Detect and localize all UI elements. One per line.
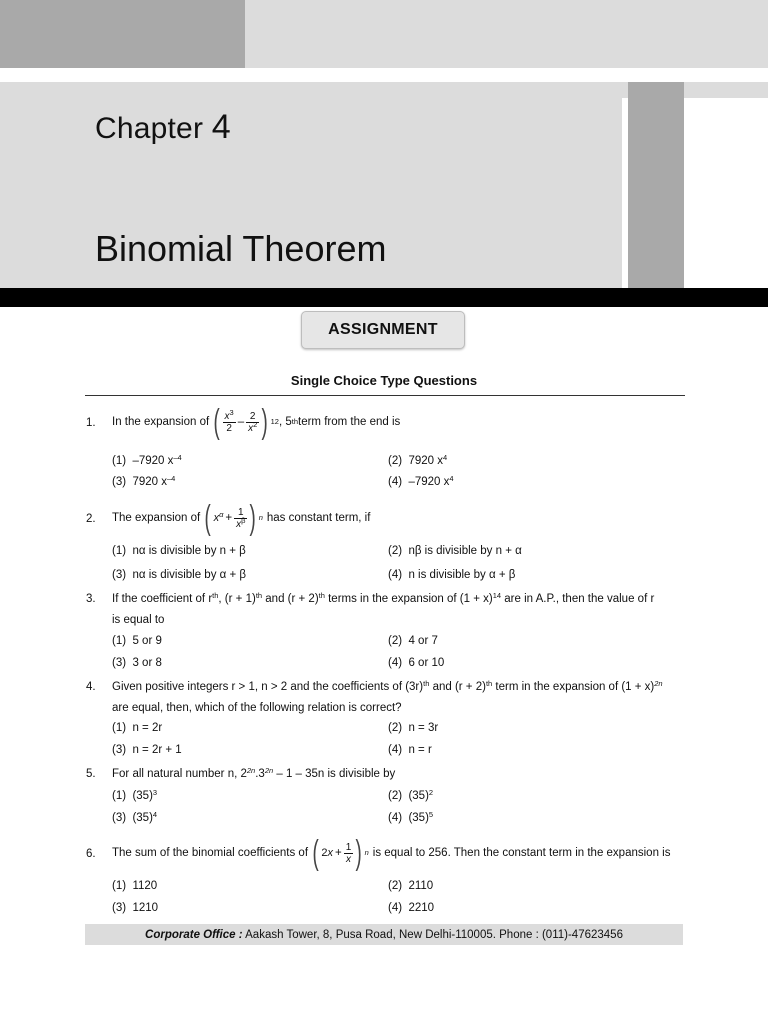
- option[interactable]: [112, 455, 182, 467]
- option-text: n is divisible by α + β: [408, 569, 516, 581]
- option-text: n = 2r + 1: [132, 744, 182, 756]
- option-text: n = 2r: [132, 722, 163, 734]
- chapter-number: 4: [211, 108, 231, 146]
- question-6-expression: ( 2x + $\frac{1}{x}$ ) n: [312, 834, 369, 872]
- option-number: (2): [388, 635, 403, 647]
- option-text: 1120: [132, 880, 158, 892]
- option-number: (2): [388, 722, 403, 734]
- chapter-word: Chapter: [95, 112, 204, 145]
- option-number: (2): [388, 455, 403, 467]
- footer-bar: [85, 924, 683, 945]
- option-sup: 2: [428, 788, 434, 797]
- question-5-text: For all natural number n, $2^{2n}.3^{2n} - 1 - 35n$ is divisible by: [112, 766, 396, 780]
- question-1-text-before: In the expansion of: [112, 416, 210, 428]
- header-black-bar: [0, 288, 768, 307]
- header-right-top-block: [684, 82, 768, 98]
- option-text: 4 or 7: [408, 635, 438, 647]
- question-6-text-after: is equal to 256. Then the constant term in the expansion is: [372, 847, 671, 859]
- question-3-line-1: If the coefficient of $r^{th}$, $(r + 1)^{th}$ and $(r + 2)^{th}$ terms in the expansion of $(1 + x)^{14}$ are in A.P., then the value of r: [112, 591, 655, 605]
- option-number: (4): [388, 812, 403, 824]
- option[interactable]: [388, 545, 522, 557]
- option[interactable]: [112, 722, 162, 734]
- question-6-text: [112, 833, 670, 873]
- option[interactable]: [388, 744, 432, 756]
- question-number: 6.: [86, 848, 96, 860]
- option-sup: 3: [152, 788, 158, 797]
- option-text: 3 or 8: [132, 657, 162, 669]
- assignment-badge: ASSIGNMENT: [301, 311, 465, 349]
- question-6-text-before: The sum of the binomial coefficients of: [112, 847, 309, 859]
- option-number: (3): [112, 744, 127, 756]
- option-number: (1): [112, 545, 127, 557]
- q4-part: Given positive integers r > 1, n > 2 and the coefficients of (3r): [112, 681, 424, 693]
- question-3-line-2: is equal to: [112, 614, 165, 626]
- option-sup: –4: [166, 474, 176, 483]
- option-sup: 4: [442, 453, 448, 462]
- header-top-dark-block: [0, 0, 245, 68]
- option-number: (4): [388, 744, 403, 756]
- option[interactable]: [388, 476, 454, 488]
- q5-part: – 1 – 35n is divisible by: [273, 768, 396, 780]
- option[interactable]: [388, 569, 515, 581]
- option-number: (3): [112, 569, 127, 581]
- question-1-text: In the expansion of ( $\frac{x^3}{2}$ – $\frac{2}{x^2}$ ) 12 , 5 th term from the end is: [112, 403, 401, 441]
- option[interactable]: [112, 790, 157, 802]
- q3-part: terms in the expansion of (1 + x): [324, 593, 493, 605]
- chapter-title: Binomial Theorem: [95, 228, 387, 269]
- option-number: (4): [388, 902, 403, 914]
- header-white-strip: [622, 98, 628, 288]
- option-text: –7920 x: [408, 476, 450, 488]
- question-4-line-1: Given positive integers r > 1, n > 2 and the coefficients of $(3r)^{th}$ and $(r + 2)^{th}$ term in the expansion of $(1 + x)^{2n}$: [112, 679, 663, 693]
- question-1-text-after: , 5: [278, 416, 292, 428]
- question-1-expression: ( $\frac{x^3}{2}$ – $\frac{2}{x^2}$ ) 12: [213, 403, 279, 441]
- option-text: 7920 x: [408, 455, 443, 467]
- question-1-text-end: term from the end is: [298, 416, 401, 428]
- section-divider: [85, 395, 685, 396]
- option-text: –7920 x: [132, 455, 174, 467]
- option-number: (4): [388, 569, 403, 581]
- option-sup: 5: [428, 810, 434, 819]
- option-sup: –4: [173, 453, 182, 462]
- option[interactable]: [112, 476, 175, 488]
- option-text: 1210: [132, 902, 159, 914]
- question-number: 5.: [86, 768, 96, 780]
- option-number: (1): [112, 635, 127, 647]
- option-text: nα is divisible by α + β: [132, 569, 247, 581]
- q4-part: term in the expansion of (1 + x): [492, 681, 655, 693]
- option-text: (35): [132, 812, 153, 824]
- question-number: 2.: [86, 513, 96, 525]
- option-number: (3): [112, 657, 127, 669]
- option-text: nβ is divisible by n + α: [408, 545, 522, 557]
- q5-part: .3: [255, 768, 265, 780]
- option-number: (3): [112, 902, 127, 914]
- option[interactable]: [112, 545, 246, 557]
- q5-part: For all natural number n, 2: [112, 768, 247, 780]
- option-number: (2): [388, 790, 403, 802]
- option-sup: 4: [152, 810, 158, 819]
- q3-part: are in A.P., then the value of r: [501, 593, 655, 605]
- header-top-light-block: [245, 0, 768, 68]
- option-number: (1): [112, 790, 127, 802]
- option-number: (4): [388, 657, 403, 669]
- question-number: 4.: [86, 681, 96, 693]
- option-text: (35): [408, 812, 429, 824]
- header-dark-column: [628, 82, 684, 288]
- option[interactable]: [112, 902, 158, 914]
- option-number: (3): [112, 812, 127, 824]
- option[interactable]: [112, 812, 157, 824]
- option[interactable]: [112, 635, 162, 647]
- option-text: 2110: [408, 880, 434, 892]
- option-number: (2): [388, 880, 403, 892]
- chapter-label: [95, 108, 231, 147]
- option[interactable]: [112, 569, 246, 581]
- q4-part: and (r + 2): [429, 681, 486, 693]
- option-text: (35): [408, 790, 429, 802]
- question-2-text-before: The expansion of: [112, 512, 201, 524]
- option-sup: 4: [449, 474, 454, 483]
- footer-label: Corporate Office :: [145, 928, 243, 941]
- option-text: 7920 x: [132, 476, 167, 488]
- question-2-expression: ( $x^\alpha$ + $\frac{1}{x^\beta}$ ) n: [204, 499, 263, 537]
- option[interactable]: [112, 880, 157, 892]
- option-number: (2): [388, 545, 403, 557]
- option[interactable]: [388, 812, 433, 824]
- option-number: (1): [112, 455, 127, 467]
- option-text: 6 or 10: [408, 657, 445, 669]
- option[interactable]: [388, 722, 438, 734]
- option-text: nα is divisible by n + β: [132, 545, 246, 557]
- option-text: (35): [132, 790, 153, 802]
- q3-part: If the coefficient of r: [112, 593, 213, 605]
- option[interactable]: [388, 635, 438, 647]
- option-number: (1): [112, 722, 127, 734]
- option[interactable]: [112, 744, 182, 756]
- question-number: 3.: [86, 593, 96, 605]
- option-text: 2210: [408, 902, 435, 914]
- footer-text: Aakash Tower, 8, Pusa Road, New Delhi-110005. Phone : (011)-47623456: [242, 928, 623, 941]
- option-number: (1): [112, 880, 127, 892]
- option[interactable]: [388, 880, 433, 892]
- option-number: (4): [388, 476, 403, 488]
- option-text: 5 or 9: [132, 635, 162, 647]
- option-text: n = r: [408, 744, 432, 756]
- section-title: Single Choice Type Questions: [290, 373, 478, 388]
- option[interactable]: [112, 657, 162, 669]
- q3-part: , (r + 1): [218, 593, 256, 605]
- question-2-text-after: has constant term, if: [266, 512, 371, 524]
- question-number: 1.: [86, 417, 96, 429]
- option[interactable]: [388, 455, 447, 467]
- question-2-text: [112, 498, 370, 538]
- option[interactable]: [388, 657, 444, 669]
- q3-part: and (r + 2): [262, 593, 319, 605]
- option[interactable]: [388, 902, 434, 914]
- option-text: n = 3r: [408, 722, 439, 734]
- option[interactable]: [388, 790, 433, 802]
- question-4-line-2: are equal, then, which of the following relation is correct?: [112, 702, 402, 714]
- option-number: (3): [112, 476, 127, 488]
